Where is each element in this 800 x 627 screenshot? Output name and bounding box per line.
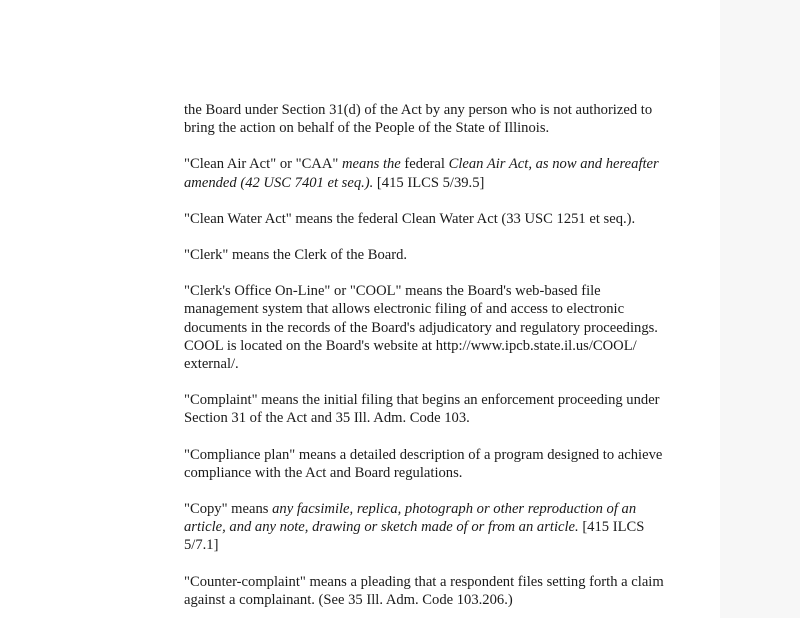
text-line (184, 101, 708, 119)
text-line (184, 573, 708, 591)
text-line (184, 500, 708, 518)
text-line (184, 319, 708, 337)
italic-text-run: Clean Air Act, as now and hereafter (448, 156, 659, 173)
text-line (184, 409, 708, 427)
text-run: "Compliance plan" means a detailed description of a program designed to achieve (184, 446, 663, 463)
text-run: external/. (184, 356, 239, 373)
paragraph (184, 210, 708, 228)
text-run: management system that allows electronic filing of and access to electronic (184, 301, 625, 318)
text-run: against a complainant. (See 35 Ill. Adm. Code 103.206.) (184, 591, 513, 608)
paragraph (184, 155, 708, 191)
text-run: COOL is located on the Board's website at http://www.ipcb.state.il.us/COOL/ (184, 337, 637, 354)
paragraph (184, 573, 708, 609)
text-run: "Clerk" means the Clerk of the Board. (184, 247, 408, 264)
text-line (184, 518, 708, 536)
paragraph (184, 101, 708, 137)
text-run: Section 31 of the Act and 35 Ill. Adm. Code 103. (184, 410, 470, 427)
text-line (184, 536, 708, 554)
text-run: "Complaint" means the initial filing that begins an enforcement proceeding under (184, 392, 660, 409)
text-line (184, 355, 708, 373)
document-body (184, 101, 708, 627)
text-line (184, 391, 708, 409)
text-run: "Clerk's Office On-Line" or "COOL" means the Board's web-based file (184, 283, 601, 300)
page-margin-strip (720, 0, 800, 618)
text-run: 5/7.1] (184, 537, 219, 554)
paragraph (184, 391, 708, 427)
text-run: "Clean Air Act" or "CAA" (184, 156, 342, 173)
text-run: "Copy" means (184, 501, 273, 518)
paragraph (184, 500, 708, 555)
text-line (184, 446, 708, 464)
text-run: federal (400, 156, 449, 173)
text-line (184, 464, 708, 482)
paragraph (184, 246, 708, 264)
text-run: bring the action on behalf of the People of the State of Illinois. (184, 120, 550, 137)
text-run: compliance with the Act and Board regulations. (184, 464, 463, 481)
italic-text-run: article, and any note, drawing or sketch made of or from an article. (184, 519, 579, 536)
italic-text-run: any facsimile, replica, photograph or other reproduction of an (272, 501, 637, 518)
text-line (184, 337, 708, 355)
text-line (184, 174, 708, 192)
text-line (184, 210, 708, 228)
italic-text-run: means the (342, 156, 401, 173)
text-run: documents in the records of the Board's adjudicatory and regulatory proceedings. (184, 319, 658, 336)
text-run: "Clean Water Act" means the federal Clean Water Act (33 USC 1251 et seq.). (184, 210, 636, 227)
text-line (184, 155, 708, 173)
text-line (184, 300, 708, 318)
text-line (184, 119, 708, 137)
paragraph (184, 446, 708, 482)
text-run: [415 ILCS 5/39.5] (373, 174, 485, 191)
paragraph (184, 282, 708, 373)
text-run: "Counter-complaint" means a pleading that a respondent files setting forth a claim (184, 573, 664, 590)
text-run: the Board under Section 31(d) of the Act by any person who is not authorized to (184, 102, 653, 118)
text-line (184, 246, 708, 264)
text-run: [415 ILCS (578, 519, 645, 536)
italic-text-run: amended (42 USC 7401 et seq.). (184, 174, 374, 191)
text-line (184, 282, 708, 300)
text-line (184, 591, 708, 609)
